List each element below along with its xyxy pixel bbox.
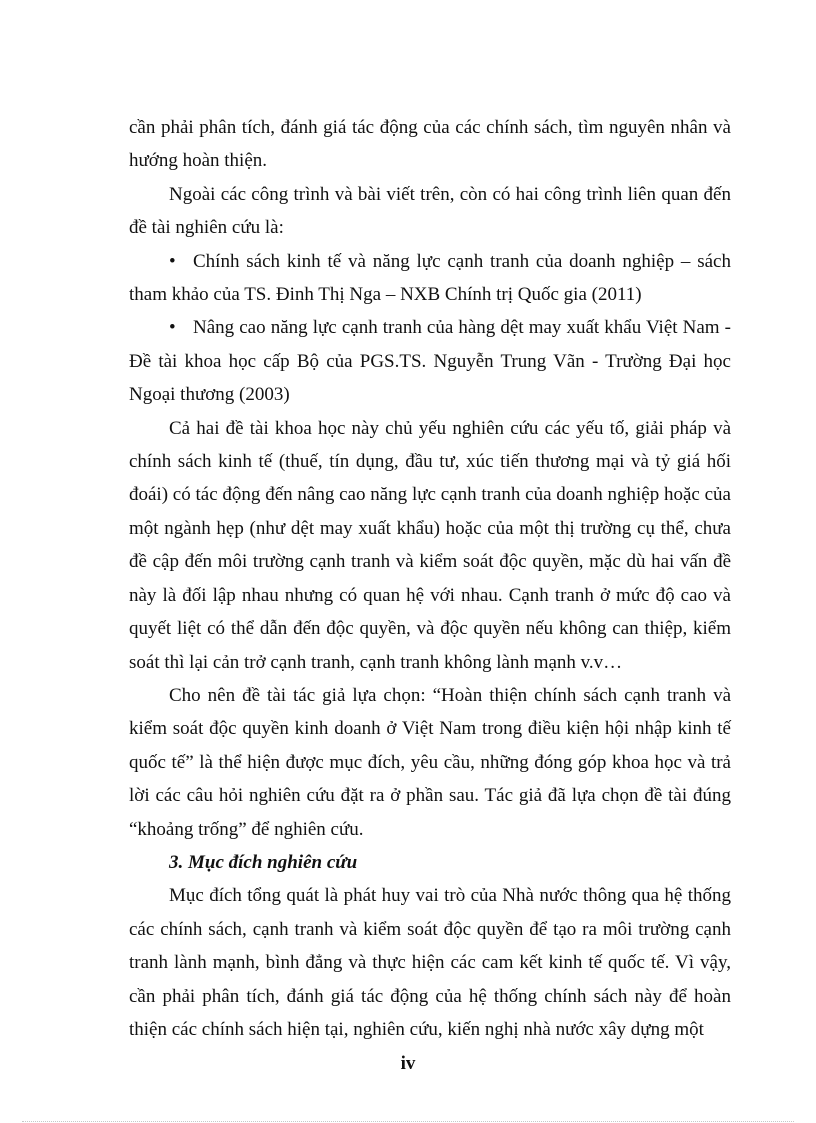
paragraph-continuation: cần phải phân tích, đánh giá tác động của các chính sách, tìm nguyên nhân và hướng hoàn thiện. [129,117,731,172]
bullet-icon: • [169,317,176,339]
bullet-item-1-text: Chính sách kinh tế và năng lực cạnh tranh của doanh nghiệp – sách tham khảo của TS. Đinh Thị Nga – NXB Chính trị Quốc gia (2011) [129,250,731,306]
paragraph-related-works: Ngoài các công trình và bài viết trên, còn có hai công trình liên quan đến đề tài nghiên cứu là: [129,183,731,239]
bullet-item-2 [129,311,731,411]
section-heading: 3. Mục đích nghiên cứu [169,851,358,873]
paragraph-purpose: Mục đích tổng quát là phát huy vai trò của Nhà nước thông qua hệ thống các chính sách, cạnh tranh và kiểm soát độc quyền để tạo ra môi trường cạnh tranh lành mạnh, bình đẳng và thực hiện các cam kết kinh tế quốc tế. Vì vậy, cần phải phân tích, đánh giá tác động của hệ thống chính sách này để hoàn thiện các chính sách hiện tại, nghiên cứu, kiến nghị nhà nước xây dựng một [129,885,731,1040]
paragraph-chosen-topic: Cho nên đề tài tác giả lựa chọn: “Hoàn thiện chính sách cạnh tranh và kiểm soát độc quyền kinh doanh ở Việt Nam trong điều kiện hội nhập kinh tế quốc tế” là thể hiện được mục đích, yêu cầu, những đóng góp khoa học và trả lời các câu hỏi nghiên cứu đặt ra ở phần sau. Tác giả đã lựa chọn đề tài đúng “khoảng trống” để nghiên cứu. [129,684,731,840]
bullet-item-1 [129,245,731,312]
page-bottom-divider [22,1121,794,1122]
paragraph-both-topics: Cả hai đề tài khoa học này chủ yếu nghiên cứu các yếu tố, giải pháp và chính sách kinh tế (thuế, tín dụng, đầu tư, xúc tiến thương mại và tỷ giá hối đoái) có tác động đến nâng cao năng lực cạnh tranh của doanh nghiệp hoặc của một ngành hẹp (như dệt may xuất khẩu) hoặc của một thị trường cụ thể, chưa đề cập đến môi trường cạnh tranh và kiểm soát độc quyền, mặc dù hai vấn đề này là đối lập nhau nhưng có quan hệ với nhau. Cạnh tranh ở mức độ cao và quyết liệt có thể dẫn đến độc quyền, và độc quyền nếu không can thiệp, kiểm soát thì lại cản trở cạnh tranh, cạnh tranh không lành mạnh v.v… [129,417,731,673]
bullet-item-2-text: Nâng cao năng lực cạnh tranh của hàng dệt may xuất khẩu Việt Nam - Đề tài khoa học cấp Bộ của PGS.TS. Nguyễn Trung Vãn - Trường Đại học Ngoại thương (2003) [129,317,731,406]
page-number: iv [400,1053,416,1074]
body-text [129,111,731,1046]
bullet-icon: • [169,250,176,272]
